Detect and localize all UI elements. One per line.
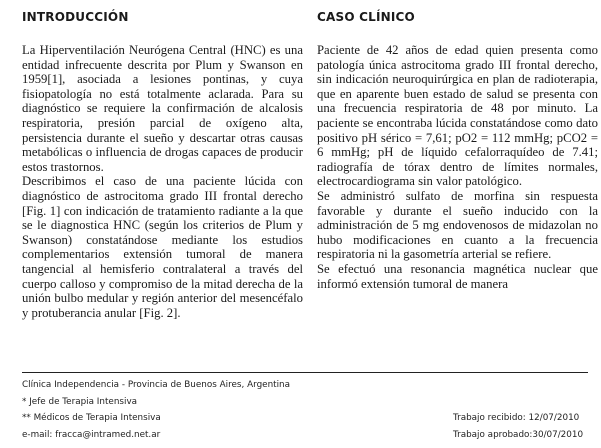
footer-divider	[22, 372, 588, 373]
email-line: e-mail: fracca@intramed.net.ar	[22, 429, 161, 440]
introduction-paragraph-1: La Hiperventilación Neurógena Central (HNC) es una entidad infrecuente descrita por Plum y Swanson en 1959[1], asociada a lesiones pontinas, y cuya fisiopatología no está totalmente aclarada. Para su diagnóstico se requiere la confirmación de alcalosis respiratoria, presión parcial de oxígeno alta, persistencia durante el sueño y descartar otras causas metabólicas o influencia de drogas capaces de producir estos trastornos.	[22, 43, 303, 174]
introduction-body	[22, 43, 303, 320]
introduction-paragraph-2: Describimos el caso de una paciente lúcida con diagnóstico de astrocitoma grado III frontal derecho [Fig. 1] con indicación de tratamiento radiante a la que se le diagnostica HNC (según los criterios de Plum y Swanson) constatándose mediante los estudios complementarios extensión tumoral de manera tangencial al hemisferio contralateral a través del cuerpo calloso y compromiso de la mitad derecha de la unión bulbo medular y región anterior del mesencéfalo y protuberancia anular [Fig. 2].	[22, 174, 303, 320]
approved-date: Trabajo aprobado:30/07/2010	[453, 429, 584, 440]
footnote-chief: * Jefe de Terapia Intensiva	[22, 396, 138, 407]
case-heading: CASO CLÍNICO	[317, 10, 415, 24]
introduction-column	[22, 10, 303, 320]
case-paragraph-1: Paciente de 42 años de edad quien presenta como patología única astrocitoma grado III frontal derecho, sin indicación neuroquirúrgica en plan de radioterapia, que en aparente buen estado de salud se presenta con una frecuencia respiratoria de 48 por minuto. La paciente se encontraba lúcida constatándose como dato positivo pH sérico = 7,61; pO2 = 112 mmHg; pCO2 = 6 mmHg; pH de líquido cefalorraquídeo de 7.41; radiografía de tórax dentro de límites normales, electrocardiograma sin valor patológico.	[317, 43, 598, 189]
case-column	[317, 10, 598, 291]
footer	[22, 377, 592, 443]
footer-affiliations	[22, 377, 290, 443]
case-body	[317, 43, 598, 291]
introduction-heading: INTRODUCCIÓN	[22, 10, 129, 24]
received-date: Trabajo recibido: 12/07/2010	[453, 413, 580, 423]
case-paragraph-2: Se administró sulfato de morfina sin respuesta favorable y durante el sueño inducido con la administración de 5 mg endovenosos de midazolan no hubo modificaciones en cuanto a la frecuencia respiratoria ni la gasometría arterial se refiere.	[317, 188, 598, 262]
institution-line: Clínica Independencia - Provincia de Buenos Aires, Argentina	[22, 380, 291, 390]
footer-dates	[453, 410, 583, 443]
footnote-physicians: ** Médicos de Terapia Intensiva	[22, 413, 161, 423]
case-paragraph-3: Se efectuó una resonancia magnética nuclear que informó extensión tumoral de manera	[317, 261, 598, 291]
